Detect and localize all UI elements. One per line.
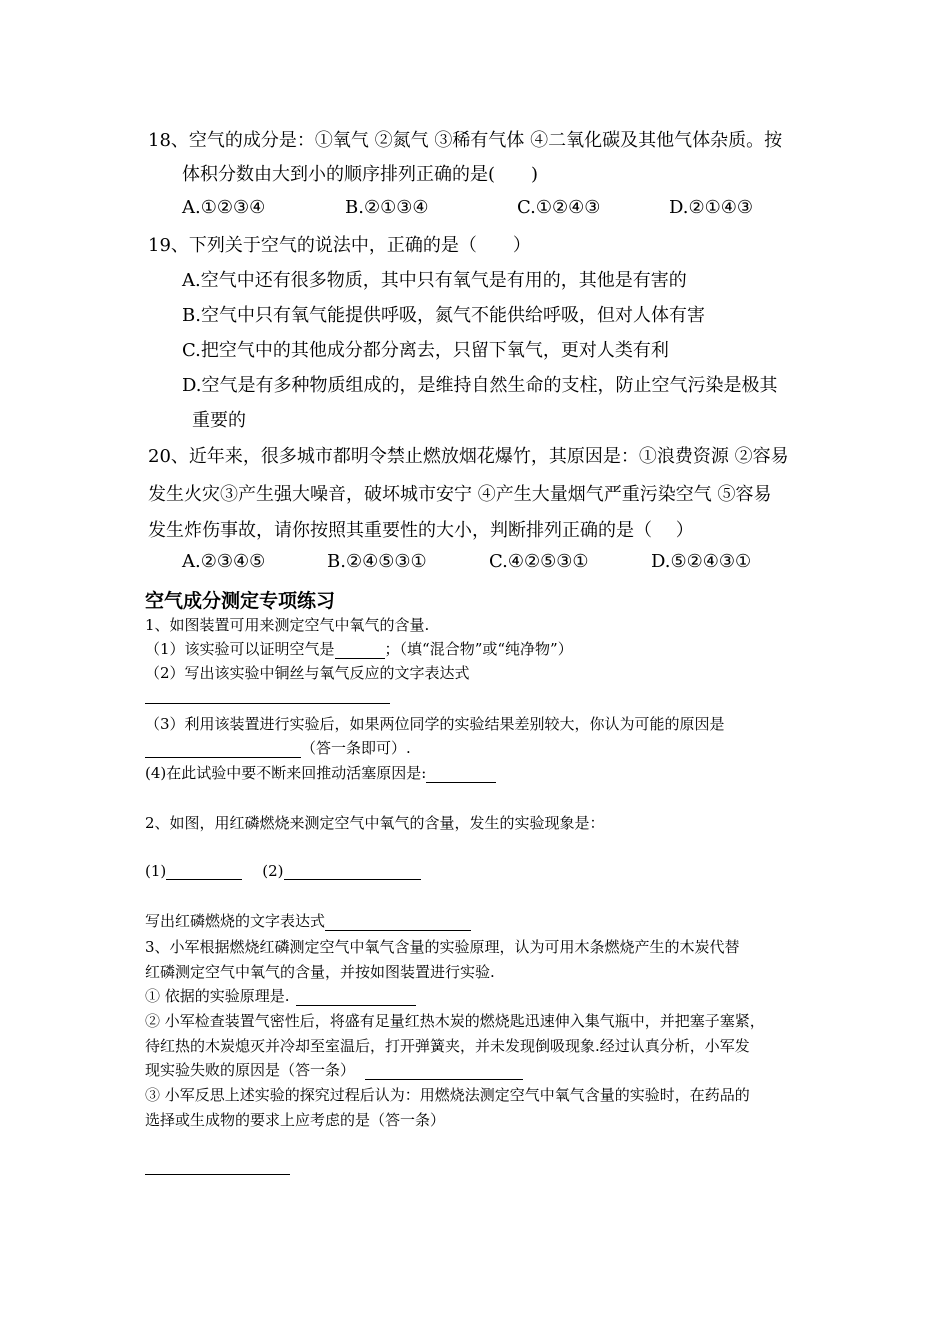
q20-option-a: A.②③④⑤ <box>182 551 266 572</box>
q19-option-d-line1: D.空气是有多种物质组成的，是维持自然生命的支柱，防止空气污染是极其 <box>182 375 778 396</box>
q18-option-a: A.①②③④ <box>182 197 266 218</box>
p2-label-2: (2) <box>262 862 284 880</box>
q20-option-b: B.②④⑤③① <box>327 551 427 572</box>
p1-sub4-text: (4)在此试验中要不断来回推动活塞原因是: <box>145 764 427 782</box>
q18-option-c: C.①②④③ <box>517 197 601 218</box>
q20-line2: 发生火灾③产生强大噪音，破坏城市安宁 ④产生大量烟气严重污染空气 ⑤容易 <box>148 484 772 505</box>
p3-line2: 红磷测定空气中氧气的含量，并按如图装置进行实验. <box>145 963 495 981</box>
p2-expr-text: 写出红磷燃烧的文字表达式 <box>145 912 326 930</box>
p3-item2-blank[interactable] <box>365 1063 523 1080</box>
p1-sub1-blank[interactable] <box>335 642 385 659</box>
q20-option-c: C.④②⑤③① <box>489 551 589 572</box>
p1-sub1-hint: ；（填“混合物”或“纯净物”） <box>384 640 573 658</box>
p1-sub1 <box>145 638 573 659</box>
q20-line1: 20、近年来，很多城市都明令禁止燃放烟花爆竹，其原因是：①浪费资源 ②容易 <box>148 446 789 467</box>
q19-option-d-line2: 重要的 <box>192 410 246 431</box>
p3-line1: 3、小军根据燃烧红磷测定空气中氧气含量的实验原理，认为可用木条燃烧产生的木炭代替 <box>145 938 740 956</box>
p1-sub2-answer-line[interactable] <box>145 703 390 704</box>
p3-item3-line1: ③ 小军反思上述实验的探究过程后认为：用燃烧法测定空气中氧气含量的实验时，在药品的 <box>145 1086 750 1104</box>
p3-item1-text: ① 依据的实验原理是. <box>145 987 290 1005</box>
p1-sub3-tail-text: （答一条即可）. <box>301 739 411 757</box>
p2-label-1: (1) <box>145 862 167 880</box>
q18-line2: 体积分数由大到小的顺序排列正确的是( ) <box>182 164 539 185</box>
p3-item2-line2: 待红热的木炭熄灭并冷却至室温后，打开弹簧夹，并未发现倒吸现象.经过认真分析，小军发 <box>145 1037 750 1055</box>
q19-stem: 19、下列关于空气的说法中，正确的是（ ） <box>148 235 531 256</box>
p3-item3-line2: 选择或生成物的要求上应考虑的是（答一条） <box>145 1111 446 1129</box>
p2-expr-blank[interactable] <box>325 914 471 931</box>
p1-stem: 1、如图装置可用来测定空气中氧气的含量. <box>145 616 430 634</box>
q20-line3: 发生炸伤事故，请你按照其重要性的大小，判断排列正确的是（ ） <box>148 520 694 541</box>
q18-option-d: D.②①④③ <box>669 197 754 218</box>
p2-answers <box>145 862 421 880</box>
p1-sub2: （2）写出该实验中铜丝与氧气反应的文字表达式 <box>145 664 470 682</box>
p3-item2-line3-text: 现实验失败的原因是（答一条） <box>145 1061 356 1079</box>
p1-sub1-text: （1）该实验可以证明空气是 <box>145 640 335 658</box>
section-title: 空气成分测定专项练习 <box>145 590 336 612</box>
p2-stem: 2、如图，用红磷燃烧来测定空气中氧气的含量，发生的实验现象是： <box>145 814 605 832</box>
p3-item1 <box>145 985 416 1006</box>
p3-item3-answer-line[interactable] <box>145 1174 290 1175</box>
q18-line1: 18、空气的成分是：①氧气 ②氮气 ③稀有气体 ④二氧化碳及其他气体杂质。按 <box>148 130 783 151</box>
q20-option-d: D.⑤②④③① <box>651 551 752 572</box>
q18-option-b: B.②①③④ <box>345 197 429 218</box>
p2-blank-1[interactable] <box>166 863 242 880</box>
p2-blank-2[interactable] <box>284 863 421 880</box>
q19-option-c: C.把空气中的其他成分都分离去，只留下氧气，更对人类有利 <box>182 340 669 361</box>
q19-option-b: B.空气中只有氧气能提供呼吸，氮气不能供给呼吸，但对人体有害 <box>182 305 705 326</box>
p3-item1-blank[interactable] <box>296 989 416 1006</box>
p1-sub4 <box>145 762 496 783</box>
p1-sub3-tail <box>145 737 411 758</box>
p1-sub4-blank[interactable] <box>426 766 496 783</box>
q19-option-a: A.空气中还有很多物质，其中只有氧气是有用的，其他是有害的 <box>182 270 687 291</box>
p2-expr <box>145 910 471 931</box>
p3-item2-line3 <box>145 1059 523 1080</box>
p3-item2-line1: ② 小军检查装置气密性后，将盛有足量红热木炭的燃烧匙迅速伸入集气瓶中，并把塞子塞紧， <box>145 1012 765 1030</box>
p1-sub3-blank[interactable] <box>145 741 301 758</box>
p1-sub3: （3）利用该装置进行实验后，如果两位同学的实验结果差别较大，你认为可能的原因是 <box>145 715 725 733</box>
